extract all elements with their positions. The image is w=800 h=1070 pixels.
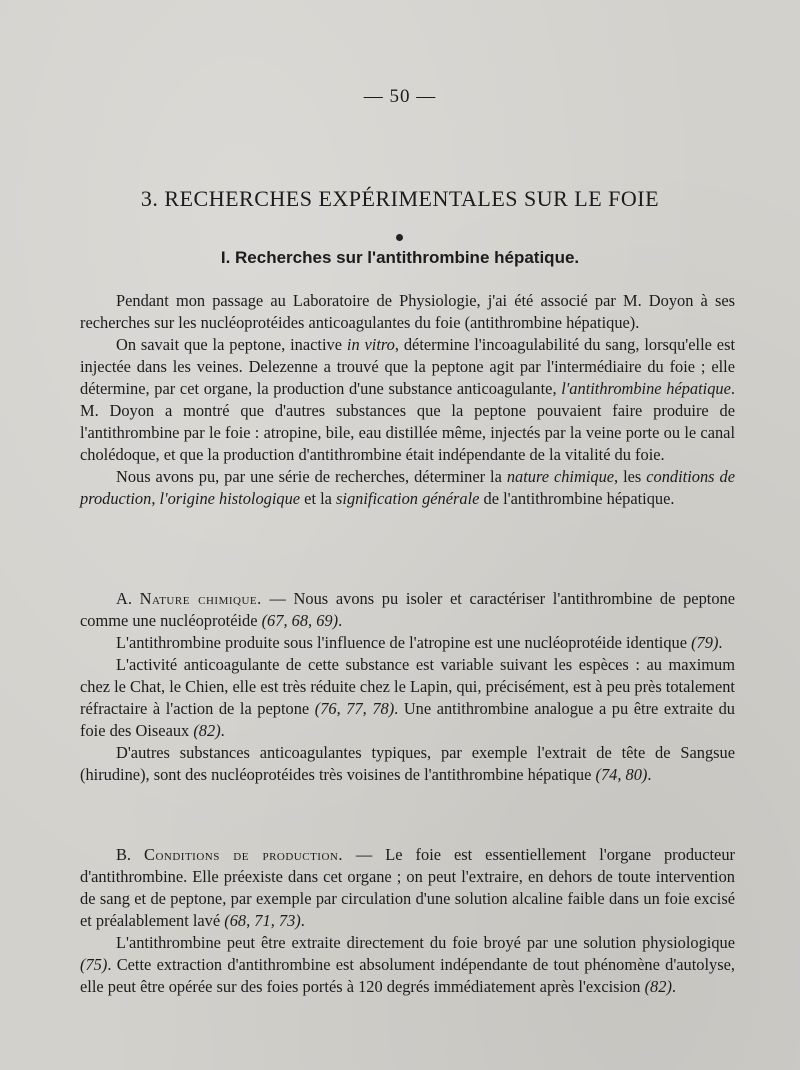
intro-p2-a: On savait que la peptone, inactive <box>116 335 347 354</box>
section-a-letter: A. <box>116 589 140 608</box>
intro-p3-g: et la <box>300 489 337 508</box>
intro-paragraph-2 <box>80 334 735 466</box>
page-number: — 50 — <box>363 86 437 107</box>
section-b-p2-text: L'antithrombine peut être extraite directement du foie broyé par une solution physiologique <box>116 933 735 952</box>
section-a-paragraph-4 <box>80 742 735 786</box>
section-a-p3-ref-1: (76, 77, 78) <box>314 699 395 718</box>
section-a-heading: Nature chimique. <box>139 589 262 608</box>
section-b-p2-ref-2: (82) <box>644 977 672 996</box>
section-b-p1-ref: (68, 71, 73) <box>224 911 301 930</box>
section-a-block <box>80 588 735 786</box>
section-a-p3-end: . <box>220 721 225 740</box>
intro-paragraph-1 <box>80 290 735 334</box>
intro-p3-c: , les <box>614 467 647 486</box>
intro-p3-i: de l'antithrombine hépatique. <box>479 489 675 508</box>
section-a-p4-ref: (74, 80) <box>595 765 648 784</box>
intro-p3-italic-signification: signification générale <box>336 489 480 508</box>
section-b-block <box>80 844 735 998</box>
section-b-heading: Conditions de production. <box>144 845 343 864</box>
section-a-p2-ref: (79) <box>691 633 719 652</box>
intro-p3-e: , <box>151 489 160 508</box>
intro-p2-italic-antithrombine: l'antithrombine hépatique <box>561 379 731 398</box>
decorative-dot <box>396 234 403 241</box>
section-title: 3. RECHERCHES EXPÉRIMENTALES SUR LE FOIE <box>140 186 660 211</box>
section-b-paragraph-2 <box>80 932 735 998</box>
section-b-p1-text: — Le foie est essentiellement l'organe producteur d'antithrombine. Elle préexiste dans cet organe ; on peut l'extraire, en dehors de toute intervention de sang et de peptone, par exemple par circulation d'une solution alcaline faible dans un foie excisé et préalablement lavé <box>80 845 735 930</box>
section-a-paragraph-3 <box>80 654 735 742</box>
section-a-p3-text: L'activité anticoagulante de cette substance est variable suivant les espèces : au maximum chez le Chat, le Chien, elle est très réduite chez le Lapin, qui, précisément, est à peu près totalement réfractaire à l'action de la peptone <box>80 655 735 718</box>
section-a-p1-end: . <box>338 611 343 630</box>
section-b-p2-ref-1: (75) <box>80 955 108 974</box>
section-a-p4-text: D'autres substances anticoagulantes typiques, par exemple l'extrait de tête de Sangsue (hirudine), sont des nucléoprotéides très voisines de l'antithrombine hépatique <box>80 743 735 784</box>
intro-p2-e: . M. Doyon a montré que d'autres substances que la peptone pouvaient faire produire de l'antithrombine par le foie : atropine, bile, eau distillée même, injectés par la veine porte ou le canal cholédoque, et que la production d'antithrombine était indépendante de la vitalité du foie. <box>80 379 736 464</box>
section-a-paragraph-2 <box>80 632 735 654</box>
intro-p3-italic-conditions: conditions de production <box>80 467 735 508</box>
section-b-p1-end: . <box>300 911 305 930</box>
section-a-p4-end: . <box>647 765 652 784</box>
section-a-p3-text-b: . Une antithrombine analogue a pu être extraite du foie des Oiseaux <box>80 699 735 740</box>
section-a-p1-ref: (67, 68, 69) <box>261 611 339 630</box>
section-a-p2-end: . <box>718 633 723 652</box>
intro-p2-italic-in-vitro: in vitro <box>346 335 395 354</box>
section-a-p2-text: L'antithrombine produite sous l'influence de l'atropine est une nucléoprotéide identique <box>116 633 692 652</box>
section-b-p2-end: . <box>671 977 677 996</box>
intro-p1-text: Pendant mon passage au Laboratoire de Physiologie, j'ai été associé par M. Doyon à ses recherches sur les nucléoprotéides anticoagulantes du foie (antithrombine hépatique). <box>80 291 735 332</box>
intro-paragraph-3 <box>80 466 735 510</box>
subsection-title: I. Recherches sur l'antithrombine hépatique. <box>220 248 580 267</box>
intro-p2-c: , détermine l'incoagulabilité du sang, lorsqu'elle est injectée dans les veines. Delezenne a trouvé que la peptone agit par l'intermédiaire du foie ; elle détermine, par cet organe, la production d'une substance anticoagulante, <box>80 335 735 398</box>
section-a-p3-ref-2: (82) <box>193 721 221 740</box>
intro-block <box>80 290 735 510</box>
intro-p3-a: Nous avons pu, par une série de recherches, déterminer la <box>116 467 507 486</box>
intro-p3-italic-nature: nature chimique <box>506 467 615 486</box>
intro-p3-italic-origine: l'origine histologique <box>159 489 301 508</box>
section-a-paragraph-1 <box>80 588 735 632</box>
section-b-p2-text-b: . Cette extraction d'antithrombine est absolument indépendante de tout phénomène d'autolyse, elle peut être opérée sur des foies portés à 120 degrés immédiatement après l'excision <box>80 955 735 996</box>
section-a-p1-text: — Nous avons pu isoler et caractériser l'antithrombine de peptone comme une nucléoprotéide <box>80 589 735 630</box>
section-b-letter: B. <box>116 845 145 864</box>
section-b-paragraph-1 <box>80 844 735 932</box>
